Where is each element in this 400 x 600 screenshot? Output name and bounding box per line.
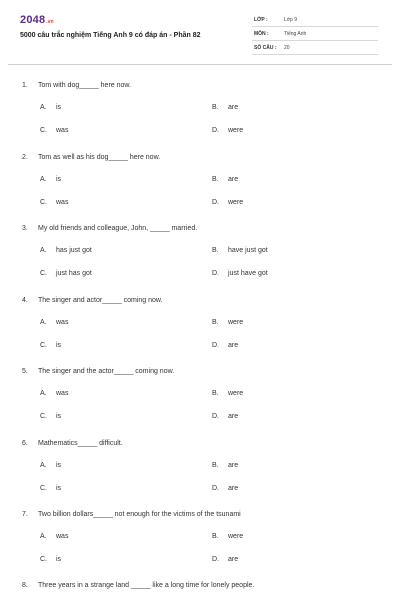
answer-option[interactable] <box>212 556 238 563</box>
answer-option[interactable] <box>40 176 61 183</box>
option-letter: B. <box>212 247 219 254</box>
answer-option[interactable] <box>212 342 238 349</box>
answer-option[interactable] <box>40 342 61 349</box>
answer-option[interactable] <box>212 104 238 111</box>
question-number: 5. <box>22 368 28 375</box>
option-text: are <box>228 462 239 469</box>
option-letter: C. <box>40 270 47 277</box>
option-letter: C. <box>40 413 47 420</box>
question-stem <box>22 511 241 518</box>
option-text: have just got <box>228 247 268 254</box>
option-text: is <box>56 556 62 563</box>
meta-subject-value: Tiếng Anh <box>284 31 307 37</box>
option-letter: C. <box>40 485 47 492</box>
question-text: Mathematics_____ difficult. <box>38 440 123 447</box>
meta-count-label: SỐ CÂU : <box>254 45 277 51</box>
option-text: is <box>56 342 62 349</box>
question-stem <box>22 154 160 161</box>
option-text: were <box>228 199 244 206</box>
answer-option[interactable] <box>212 462 238 469</box>
meta-count-row <box>252 42 378 55</box>
answer-option[interactable] <box>212 199 243 206</box>
option-letter: A. <box>40 104 47 111</box>
question-number: 8. <box>22 582 28 589</box>
meta-subject-label: MÔN : <box>254 31 269 37</box>
answer-option[interactable] <box>40 413 61 420</box>
option-letter: C. <box>40 199 47 206</box>
answer-option[interactable] <box>212 247 268 254</box>
meta-grade-value: Lớp 9 <box>284 17 298 23</box>
answer-option[interactable] <box>212 176 238 183</box>
document-header <box>0 0 400 64</box>
question-stem <box>22 440 123 447</box>
site-logo[interactable] <box>20 14 54 26</box>
question-number: 1. <box>22 82 28 89</box>
option-letter: D. <box>212 342 219 349</box>
option-text: were <box>228 319 244 326</box>
question-stem <box>22 582 254 589</box>
answer-option[interactable] <box>40 462 61 469</box>
option-letter: A. <box>40 533 47 540</box>
answer-option[interactable] <box>212 127 243 134</box>
option-letter: D. <box>212 413 219 420</box>
question-text: The singer and the actor_____ coming now. <box>38 368 175 375</box>
option-letter: B. <box>212 176 219 183</box>
answer-option[interactable] <box>212 533 243 540</box>
option-text: are <box>228 176 239 183</box>
question-stem <box>22 82 131 89</box>
option-letter: B. <box>212 104 219 111</box>
answer-option[interactable] <box>40 556 61 563</box>
option-letter: D. <box>212 270 219 277</box>
option-letter: D. <box>212 127 219 134</box>
question-stem <box>22 225 197 232</box>
meta-grade-row <box>252 14 378 27</box>
option-text: is <box>56 104 62 111</box>
answer-option[interactable] <box>212 413 238 420</box>
answer-option[interactable] <box>40 247 92 254</box>
option-letter: A. <box>40 462 47 469</box>
question-number: 4. <box>22 297 28 304</box>
question-text: The singer and actor_____ coming now. <box>38 297 163 304</box>
option-text: was <box>56 319 69 326</box>
option-letter: A. <box>40 319 47 326</box>
question-number: 2. <box>22 154 28 161</box>
meta-count-value: 20 <box>284 45 290 51</box>
option-letter: B. <box>212 319 219 326</box>
question-text: Two billion dollars_____ not enough for the victims of the tsunami <box>38 511 241 518</box>
option-letter: B. <box>212 533 219 540</box>
option-text: is <box>56 462 62 469</box>
option-letter: B. <box>212 390 219 397</box>
option-text: are <box>228 413 239 420</box>
question-text: Tom with dog_____ here now. <box>38 82 132 89</box>
option-text: just has got <box>56 270 92 277</box>
option-text: was <box>56 533 69 540</box>
option-letter: C. <box>40 127 47 134</box>
question-stem <box>22 297 163 304</box>
option-text: are <box>228 342 239 349</box>
meta-grade-label: LỚP : <box>254 17 268 23</box>
logo-text: 2048 <box>20 14 46 26</box>
option-letter: D. <box>212 556 219 563</box>
answer-option[interactable] <box>212 319 243 326</box>
answer-option[interactable] <box>212 270 268 277</box>
header-divider <box>8 64 392 65</box>
option-text: were <box>228 390 244 397</box>
answer-option[interactable] <box>40 270 92 277</box>
answer-option[interactable] <box>212 390 243 397</box>
option-text: was <box>56 127 69 134</box>
answer-option[interactable] <box>40 319 68 326</box>
option-text: was <box>56 390 69 397</box>
option-letter: D. <box>212 485 219 492</box>
option-text: are <box>228 485 239 492</box>
answer-option[interactable] <box>40 199 68 206</box>
option-text: were <box>228 533 244 540</box>
option-text: is <box>56 413 62 420</box>
question-text: Tom as well as his dog_____ here now. <box>38 154 161 161</box>
option-letter: A. <box>40 176 47 183</box>
question-number: 6. <box>22 440 28 447</box>
option-letter: B. <box>212 462 219 469</box>
option-letter: C. <box>40 342 47 349</box>
question-text: My old friends and colleague, John, _____ married. <box>38 225 198 232</box>
answer-option[interactable] <box>40 533 68 540</box>
page-title: 5000 câu trắc nghiệm Tiếng Anh 9 có đáp án - Phần 82 <box>20 32 201 39</box>
option-text: are <box>228 556 239 563</box>
answer-option[interactable] <box>40 390 68 397</box>
answer-option[interactable] <box>40 485 61 492</box>
option-text: is <box>56 485 62 492</box>
meta-subject-row <box>252 28 378 41</box>
option-text: are <box>228 104 239 111</box>
answer-option[interactable] <box>212 485 238 492</box>
option-letter: C. <box>40 556 47 563</box>
option-letter: A. <box>40 247 47 254</box>
question-stem <box>22 368 174 375</box>
answer-option[interactable] <box>40 104 61 111</box>
answer-option[interactable] <box>40 127 68 134</box>
option-letter: D. <box>212 199 219 206</box>
option-text: was <box>56 199 69 206</box>
question-number: 7. <box>22 511 28 518</box>
option-text: has just got <box>56 247 92 254</box>
question-text: Three years in a strange land _____ like a long time for lonely people. <box>38 582 255 589</box>
option-text: just have got <box>228 270 268 277</box>
option-text: is <box>56 176 62 183</box>
option-text: were <box>228 127 244 134</box>
option-letter: A. <box>40 390 47 397</box>
question-number: 3. <box>22 225 28 232</box>
logo-domain: .vn <box>46 19 54 25</box>
